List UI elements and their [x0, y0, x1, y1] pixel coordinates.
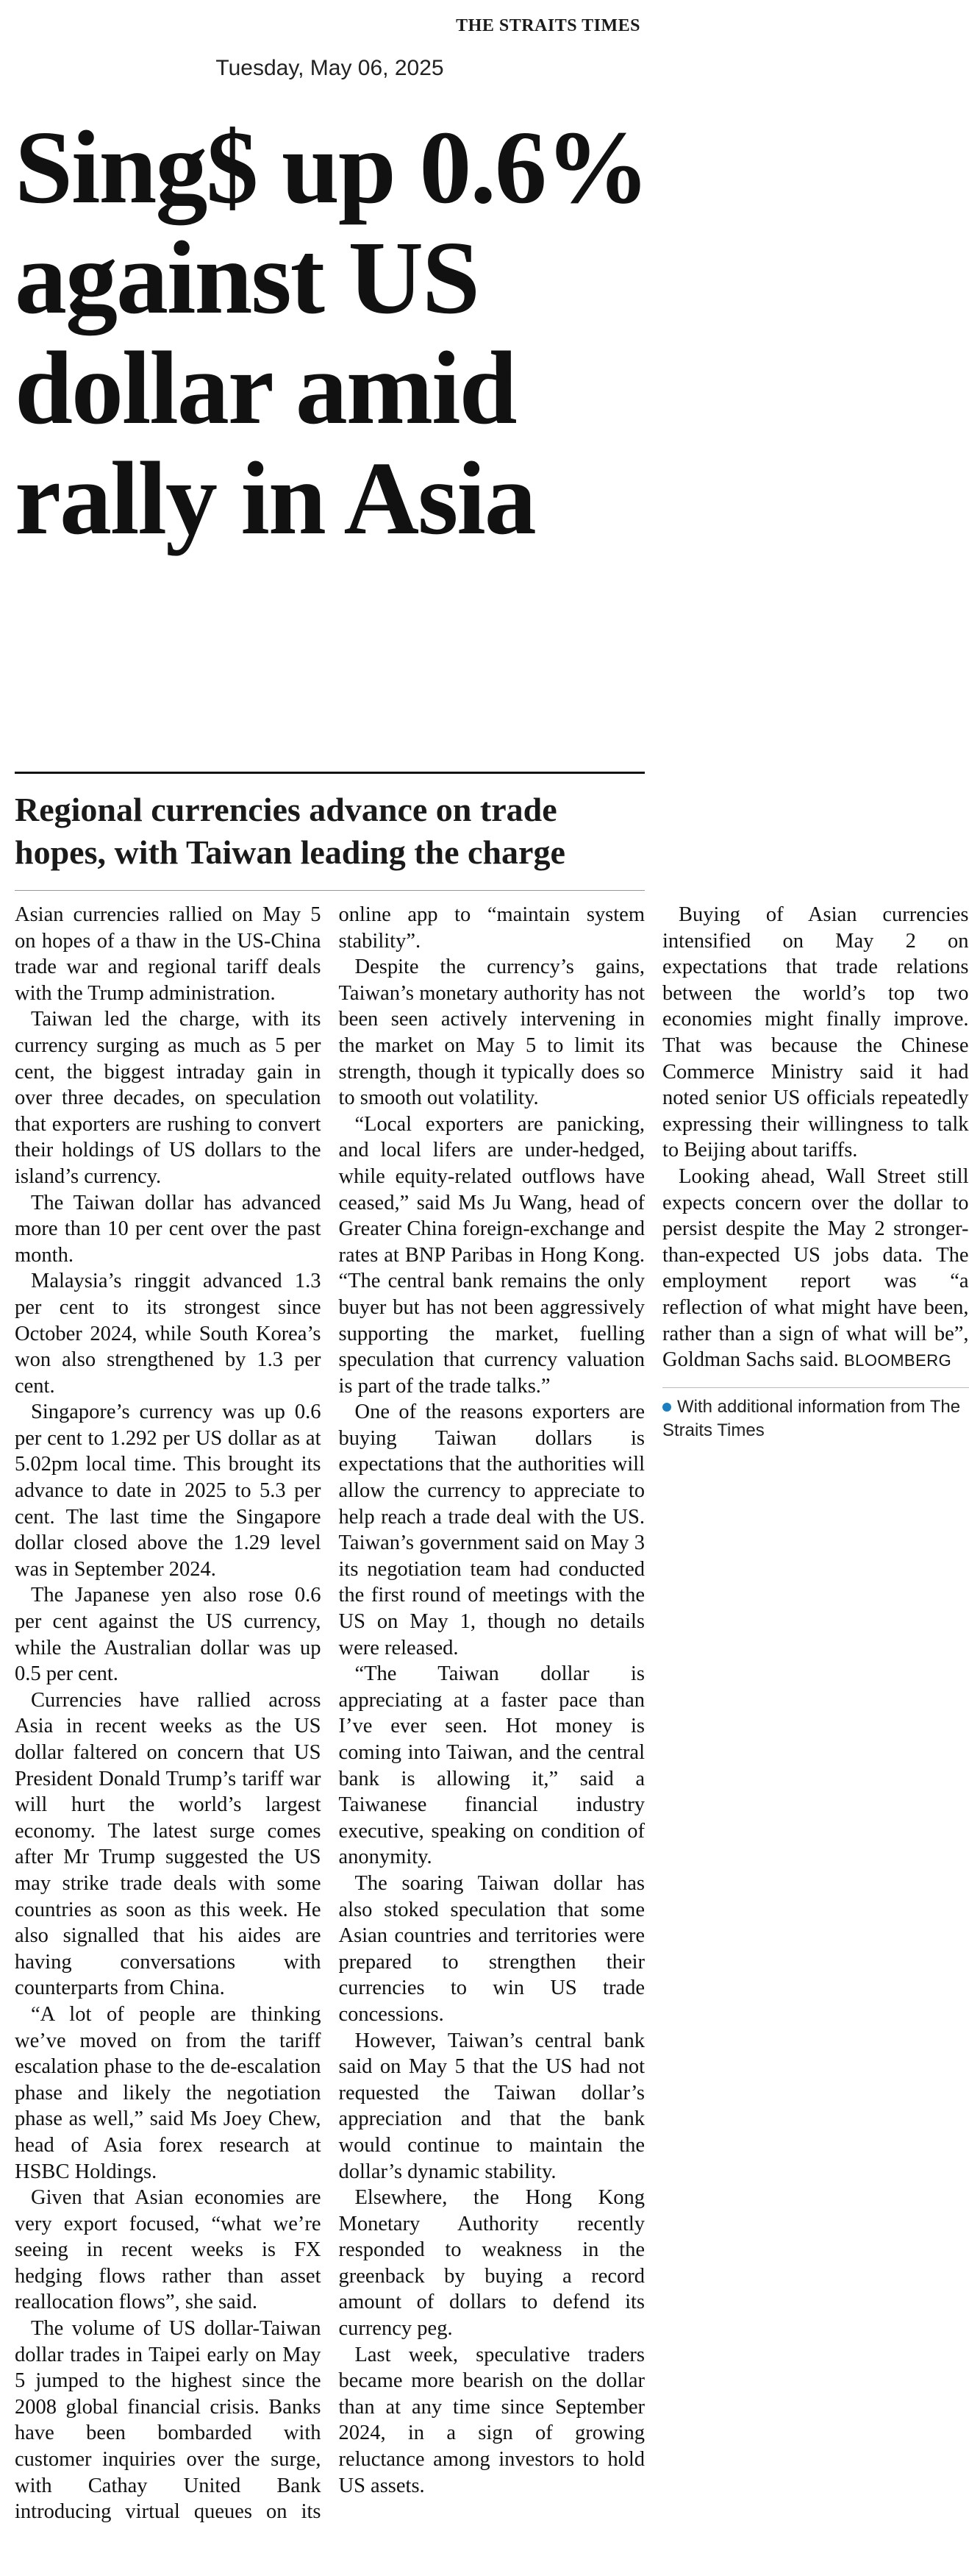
footnote-text: With additional information from The Straits Times [662, 1396, 961, 1440]
article-paragraph: Currencies have rallied across Asia in recent weeks as the US dollar faltered on concern that US President Donald Trump’s tariff war will hurt the world’s largest economy. The latest surge comes after Mr Trump suggested the US may strike trade deals with some countries as soon as this week. He also signalled that his aides are having conversations with counterparts from China. [15, 1688, 321, 2000]
article-paragraph: Elsewhere, the Hong Kong Monetary Authority recently responded to weakness in the greenback by buying a record amount of dollars to defend its currency peg. [338, 2186, 645, 2341]
bullet-icon [662, 1403, 671, 1412]
article-paragraph: “The Taiwan dollar is appreciating at a faster pace than I’ve ever seen. Hot money is coming into Taiwan, and the central bank is allowing it,” said a Taiwanese financial industry executive, speaking on condition of anonymity. [338, 1662, 645, 1869]
article-paragraph: Last week, speculative traders became more bearish on the dollar than at any time since September 2024, in a sign of growing reluctance among investors to hold US assets. [338, 2343, 645, 2497]
publication-date: Tuesday, May 06, 2025 [215, 56, 444, 80]
article-paragraph: One of the reasons exporters are buying Taiwan dollars is expectations that the authorities will allow the currency to appreciate to help reach a trade deal with the US. Taiwan’s government said on May 3 its negotiation team had conducted the first round of meetings with the US on May 1, though no details were released. [338, 1401, 645, 1659]
article-paragraph: “Local exporters are panicking, and local lifers are under-hedged, while equity-related outflows have ceased,” said Ms Ju Wang, head of Greater China foreign-exchange and rates at BNP Paribas in Hong Kong. “The central bank remains the only buyer but has not been aggressively supporting the market, fuelling speculation that currency valuation is part of the trade talks.” [338, 1112, 645, 1398]
article-paragraph: Asian currencies rallied on May 5 on hopes of a thaw in the US-China trade war and regional tariff deals with the Trump administration. [15, 903, 321, 1005]
article-paragraph: The soaring Taiwan dollar has also stoked speculation that some Asian countries and territories were prepared to strengthen their currencies to win US trade concessions. [338, 1871, 645, 2026]
subhead-divider [15, 890, 645, 891]
final-paragraph-text: Looking ahead, Wall Street still expects concern over the dollar to persist despite the May 2 stronger-than-expected US jobs data. The employment report was “a reflection of what might have been, rather than a sign of what will be”, Goldman Sachs said. [662, 1164, 969, 1372]
article-paragraph: Given that Asian economies are very export focused, “what we’re seeing in recent weeks is FX hedging flows rather than asset reallocation flows”, she said. [15, 2186, 321, 2314]
article-paragraph-last [662, 1164, 969, 1374]
wire-credit: BLOOMBERG [843, 1351, 952, 1370]
article-paragraph: However, Taiwan’s central bank said on May 5 that the US had not requested the Taiwan dollar’s appreciation and that the bank would continue to maintain the dollar’s dynamic stability. [338, 2029, 645, 2183]
article-paragraph: The Taiwan dollar has advanced more than 10 per cent over the past month. [15, 1191, 321, 1267]
footnote [662, 1387, 969, 1442]
headline: Sing$ up 0.6% against US dollar amid rally in Asia [15, 109, 648, 556]
article-paragraph: Singapore’s currency was up 0.6 per cent to 1.292 per US dollar as at 5.02pm local time. This brought its advance to date in 2025 to 5.3 per cent. The last time the Singapore dollar closed above the 1.29 level was in September 2024. [15, 1401, 321, 1581]
headline-divider [15, 772, 645, 774]
masthead: THE STRAITS TIMES [456, 16, 640, 35]
article-body [15, 902, 969, 2550]
article-paragraph: The Japanese yen also rose 0.6 per cent against the US currency, while the Australian dollar was up 0.5 per cent. [15, 1584, 321, 1686]
article-paragraph: “A lot of people are thinking we’ve moved on from the tariff escalation phase to the de-escalation phase and likely the negotiation phase as well,” said Ms Joey Chew, head of Asia forex research at HSBC Holdings. [15, 2002, 321, 2183]
subheadline: Regional currencies advance on trade hopes, with Taiwan leading the charge [15, 791, 565, 871]
article-paragraph: The volume of US dollar-Taiwan dollar trades in Taipei early on May 5 jumped to the highest since the 2008 global financial crisis. Banks have been bombarded with customer inquiries over the surge, with Cathay United Bank introducing virtual queues on its online app to “maintain system stability”. [15, 903, 645, 2524]
article-paragraph: Buying of Asian currencies intensified on May 2 on expectations that trade relations between the world’s top two economies might finally improve. That was because the Chinese Commerce Ministry said it had noted senior US officials repeatedly expressing their willingness to talk to Beijing about tariffs. [662, 903, 969, 1162]
article-paragraph: Malaysia’s ringgit advanced 1.3 per cent to its strongest since October 2024, while South Korea’s won also strengthened by 1.3 per cent. [15, 1270, 321, 1398]
article-paragraph: Despite the currency’s gains, Taiwan’s monetary authority has not been seen actively intervening in the market on May 5 to limit its strength, though it typically does so to smooth out volatility. [338, 956, 645, 1110]
article-paragraph: Taiwan led the charge, with its currency surging as much as 5 per cent, the biggest intraday gain in over three decades, on speculation that exporters are rushing to convert their holdings of US dollars to the island’s currency. [15, 1008, 321, 1188]
